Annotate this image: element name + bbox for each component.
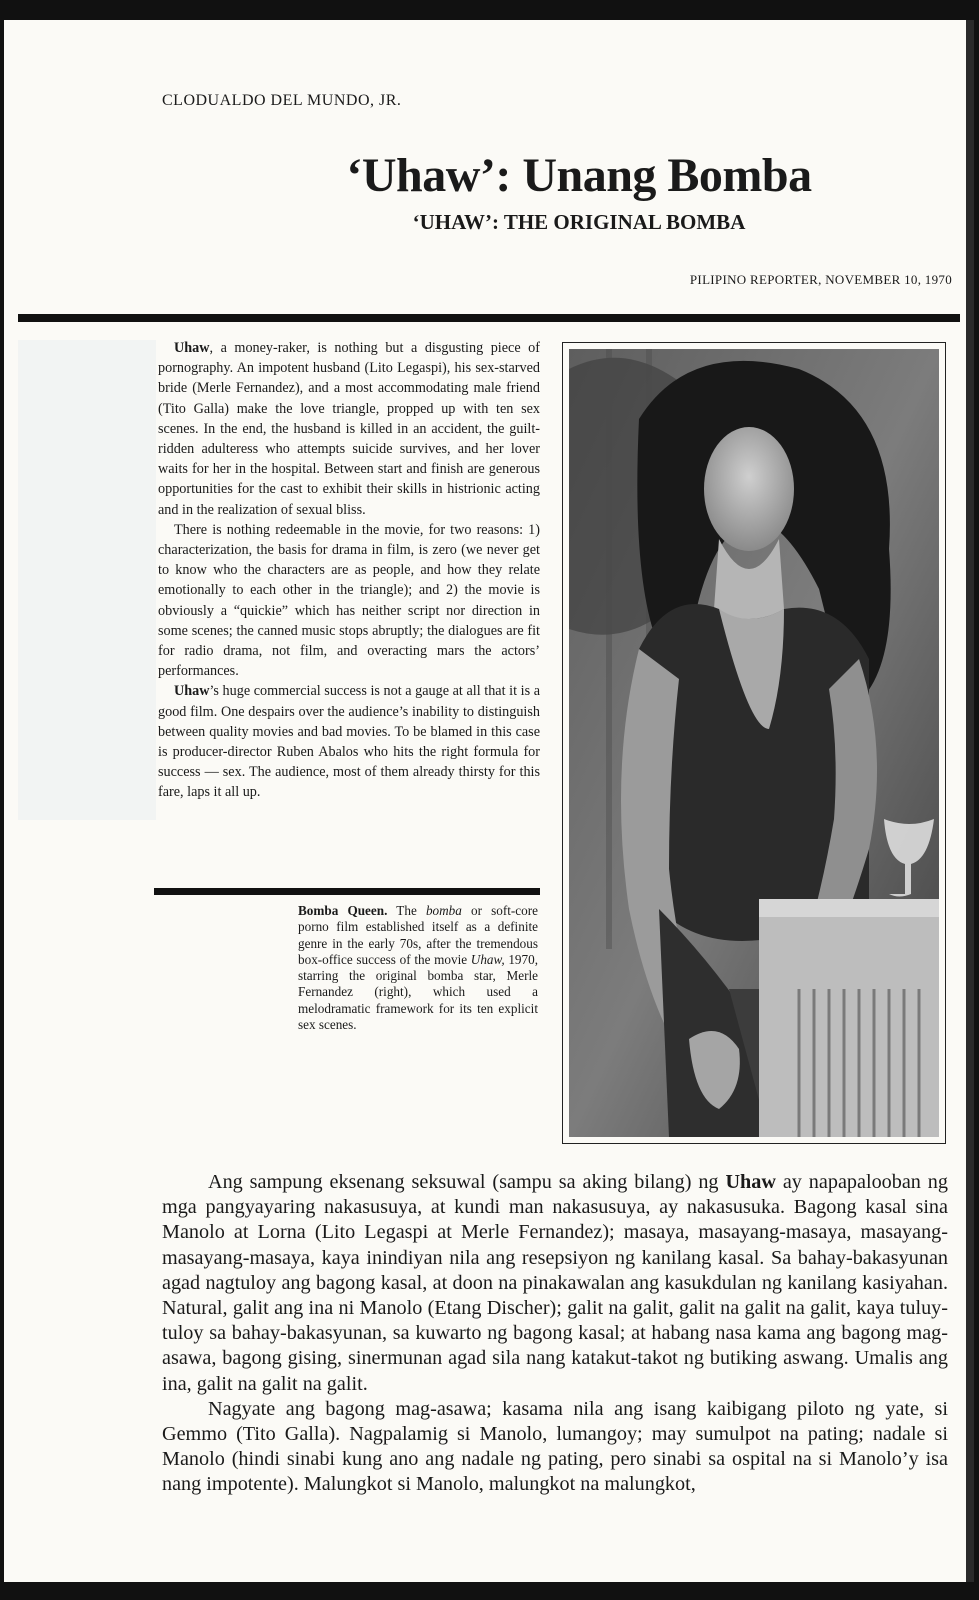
article-paragraph: Uhaw, a money-raker, is nothing but a disgusting piece of pornography. An impotent husband (Lito Legaspi), his sex-starved bride (Merle Fernandez), and a most accommodating male friend (Tito Galla) make the love triangle, propped up with ten sex scenes. In the end, the husband is killed in an accident, the guilt-ridden adulteress who attempts suicide survives, and her lover waits for her in the hospital. Between start and finish are generous opportunities for the cast to exhibit their skills in histrionic acting and in the realization of sexual bliss. xyxy=(158,340,540,518)
article-paragraph: Uhaw’s huge commercial success is not a gauge at all that it is a good film. One despairs over the audience’s inability to distinguish between quality movies and bad movies. To be blamed in this case is producer-director Ruben Abalos who hits the right formula for success — sex. The audience, most of them already thirsty for this fare, laps it all up. xyxy=(158,683,540,801)
review-article xyxy=(158,338,540,803)
page-edge-shadow xyxy=(966,20,974,1582)
photo-caption: Bomba Queen. The bomba or soft-core porno film established itself as a definite genre in the early 70s, after the tremendous box-office success of the movie Uhaw, 1970, starring the original bomba star, Merle Fernandez (right), which used a melodramatic framework for its ten explicit sex scenes. xyxy=(298,903,539,1033)
page-subtitle: ‘UHAW’: THE ORIGINAL BOMBA xyxy=(412,210,746,234)
photo-illustration xyxy=(569,349,939,1137)
source-line: PILIPINO REPORTER, NOVEMBER 10, 1970 xyxy=(689,272,952,287)
magazine-page xyxy=(4,20,974,1582)
body-paragraph: Nagyate ang bagong mag-asawa; kasama nila ang isang kaibigang piloto ng yate, si Gemmo (Tito Galla). Nagpalamig si Manolo, lumangoy; may sumulpot na pating; nadale si Manolo (hindi sinabi kung ano ang nadale ng pating, pero sinabi sa ospital na si Manolo’y isa nang impotente). Malungkot si Manolo, malungkot na malungkot, xyxy=(162,1397,948,1496)
film-still-photo xyxy=(569,349,939,1137)
photo-frame xyxy=(562,342,946,1144)
author-name: CLODUALDO DEL MUNDO, JR. xyxy=(162,92,402,109)
bleed-through-shade xyxy=(18,340,156,820)
header-rule xyxy=(18,314,960,322)
page-title: ‘Uhaw’: Unang Bomba xyxy=(346,149,812,202)
caption-rule xyxy=(154,888,540,895)
caption-lead: Bomba Queen. xyxy=(298,903,388,918)
filipino-body-text xyxy=(162,1170,948,1498)
article-lead: Uhaw xyxy=(174,340,210,356)
article-paragraph: There is nothing redeemable in the movie, for two reasons: 1) characterization, the basis for drama in film, is zero (we never get to know who the characters are as people, and how they relate emotionally to each other in the triangle); and 2) the movie is obviously a “quickie” which has neither script nor direction in some scenes; the canned music stops abruptly; the dialogues are fit for radio drama, not film, and overacting mars the actors’ performances. xyxy=(158,521,540,680)
article-lead: Uhaw xyxy=(174,683,210,700)
body-paragraph: Ang sampung eksenang seksuwal (sampu sa aking bilang) ng Uhaw ay napapalooban ng mga pangyayaring nakasusuya, at kundi man nakasusuya, ay nakasusuka. Bagong kasal sina Manolo at Lorna (Lito Legaspi at Merle Fernandez); masaya, masayang-masaya, masayang-masayang-masaya, kaya inindiyan nila ang resepsiyon ng kanilang kasal. Sa bahay-bakasyunan agad nagtuloy ang bagong kasal, at doon na pinakawalan ang kasukdulan ng kanilang kasiyahan. Natural, galit ang ina ni Manolo (Etang Discher); galit na galit, galit na galit na galit, kaya tuluy-tuloy sa bahay-bakasyunan, sa kuwarto ng bagong kasal; at habang nasa kama ang bagong mag-asawa, bagong gising, sinermunan agad sila nang katakut-takot ng butiking aswang. Umalis ang ina, galit na galit na galit. xyxy=(162,1171,948,1395)
